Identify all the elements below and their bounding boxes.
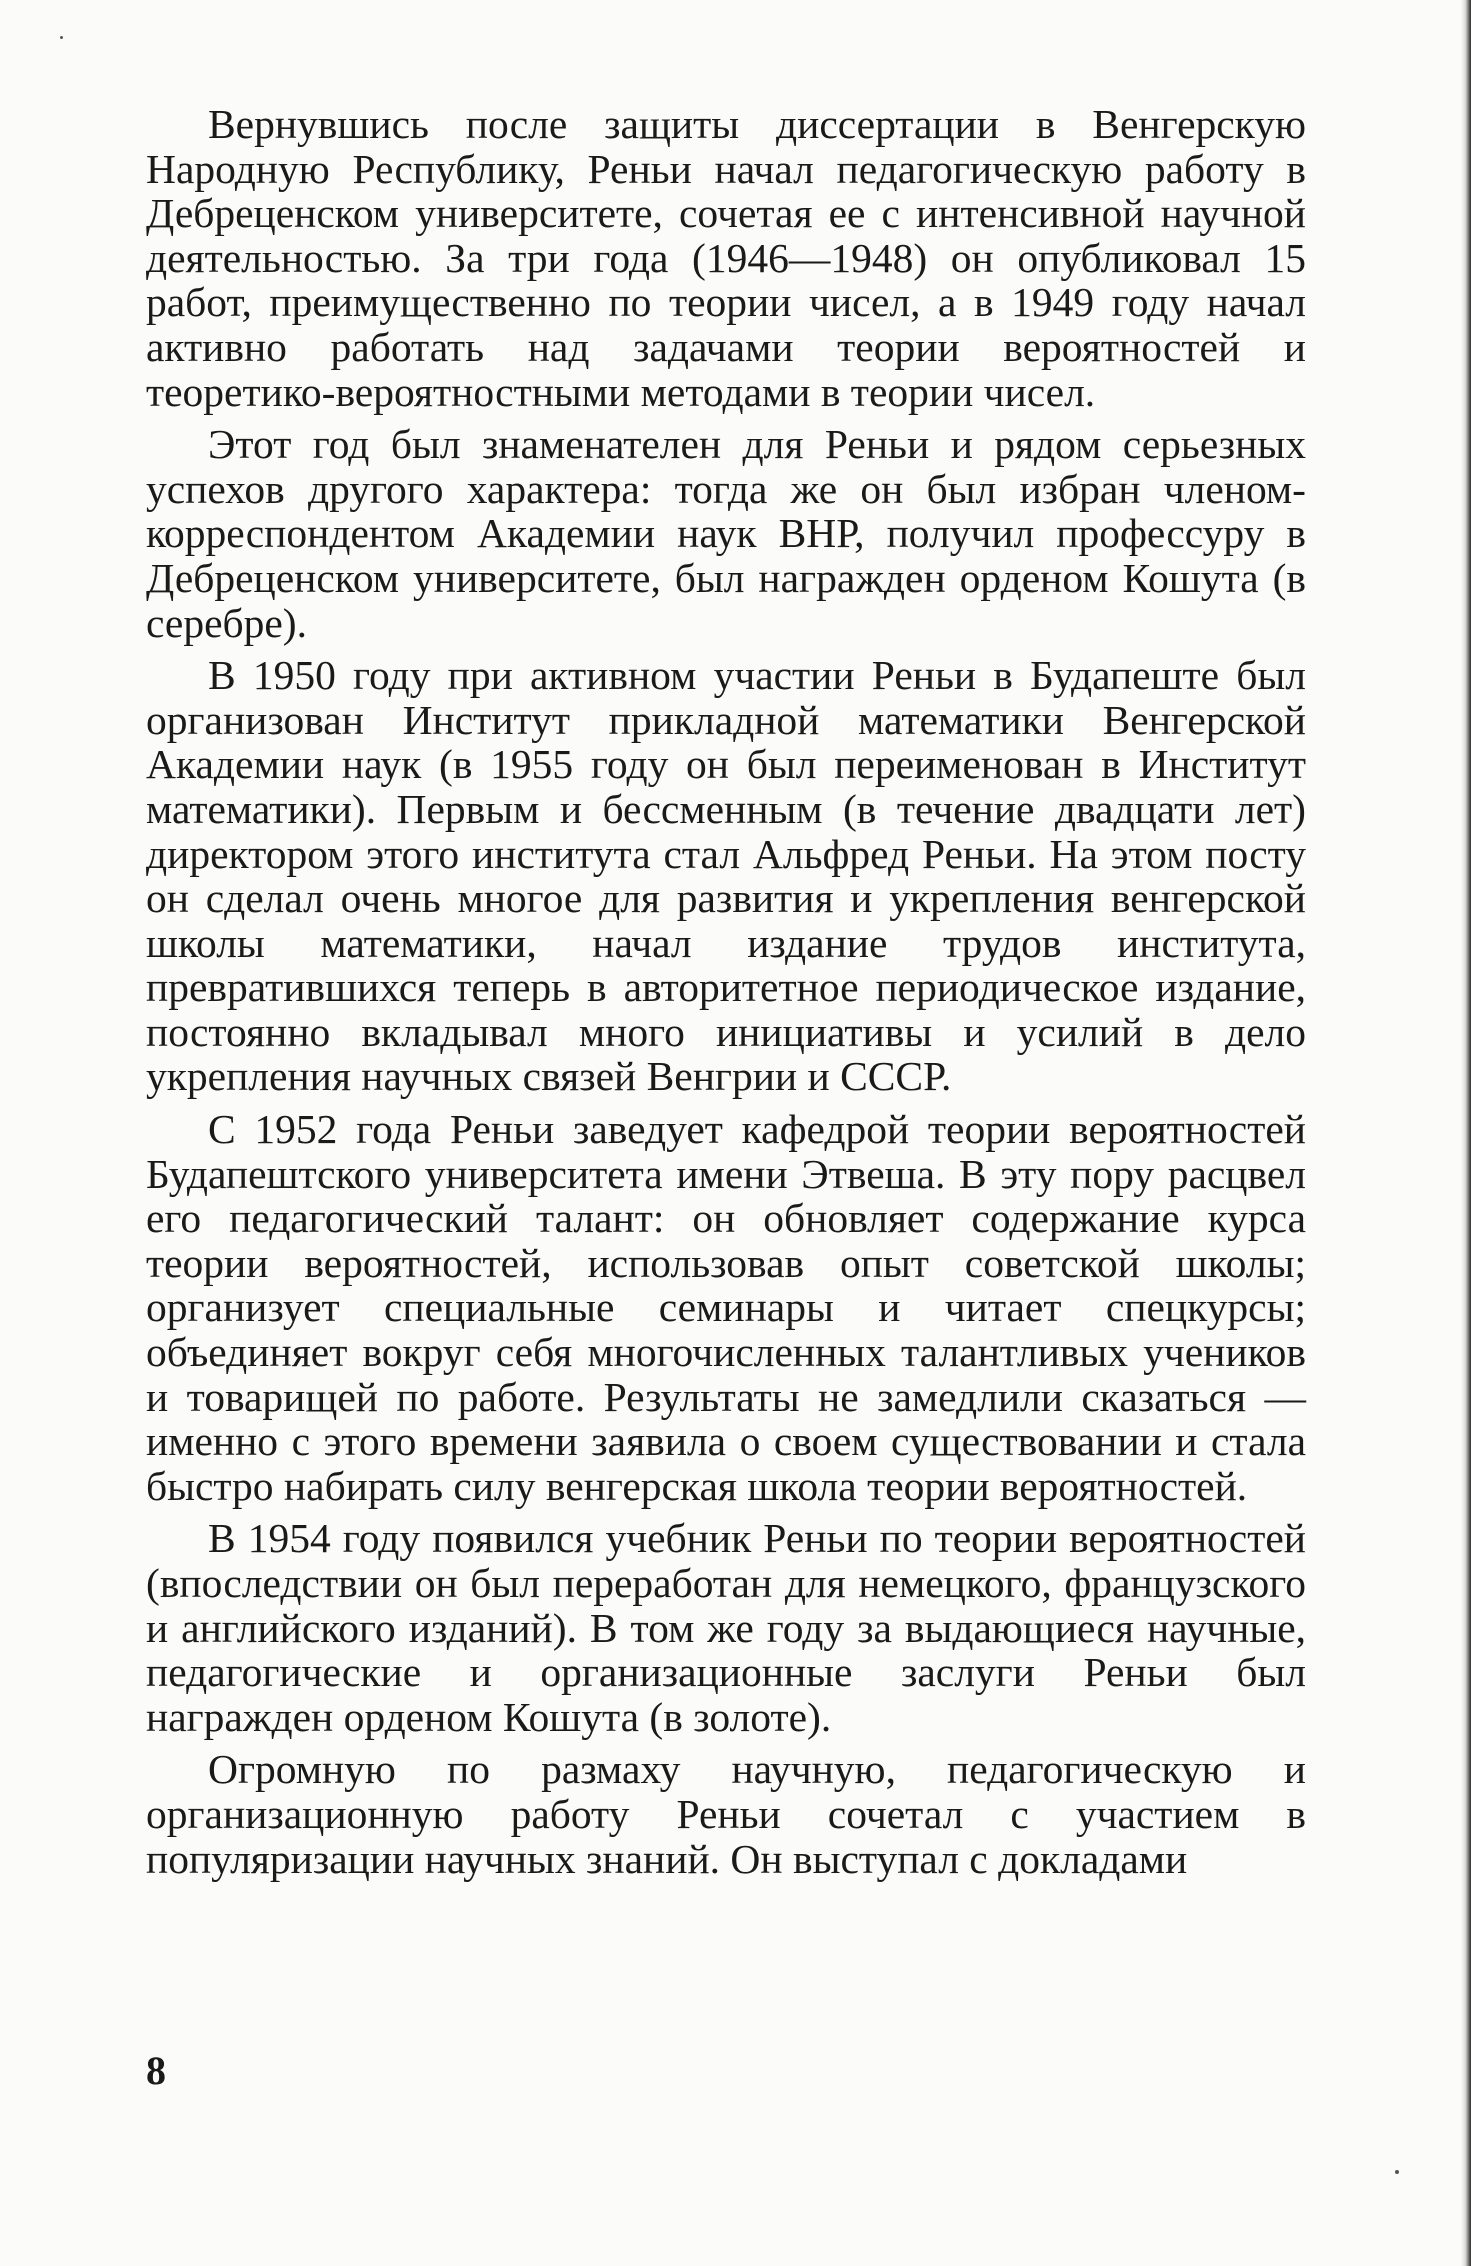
paragraph: В 1954 году появился учебник Реньи по теории вероятностей (впоследствии он был переработан для немецкого, французского и английского изданий). В том же году за выдающиеся научные, педагогические и организационные заслуги Реньи был награжден орденом Кошута (в золоте). — [146, 1515, 1306, 1740]
book-page-text — [146, 102, 1306, 1881]
page-number: 8 — [146, 2048, 166, 2093]
scan-speck — [60, 36, 63, 39]
paragraph: Этот год был знаменателен для Реньи и рядом серьезных успехов другого характера: тогда же он был избран членом-корреспондентом Академии наук ВНР, получил профессуру в Дебреценском университете, был награжден орденом Кошута (в серебре). — [146, 421, 1306, 646]
scan-speck — [1395, 2170, 1399, 2174]
paragraph: В 1950 году при активном участии Реньи в Будапеште был организован Институт прикладной математики Венгерской Академии наук (в 1955 году он был переименован в Институт математики). Первым и бессменным (в течение двадцати лет) директором этого института стал Альфред Реньи. На этом посту он сделал очень многое для развития и укрепления венгерской школы математики, начал издание трудов института, превратившихся теперь в авторитетное периодическое издание, постоянно вкладывал много инициативы и усилий в дело укрепления научных связей Венгрии и СССР. — [146, 652, 1306, 1100]
page-edge-shadow — [1461, 0, 1471, 2266]
paragraph: Огромную по размаху научную, педагогическую и организационную работу Реньи сочетал с участием в популяризации научных знаний. Он выступал с докладами — [146, 1746, 1306, 1882]
paragraph: Вернувшись после защиты диссертации в Венгерскую Народную Республику, Реньи начал педагогическую работу в Дебреценском университете, сочетая ее с интенсивной научной деятельностью. За три года (1946—1948) он опубликовал 15 работ, преимущественно по теории чисел, а в 1949 году начал активно работать над задачами теории вероятностей и теоретико-вероятностными методами в теории чисел. — [146, 101, 1306, 415]
paragraph: С 1952 года Реньи заведует кафедрой теории вероятностей Будапештского университета имени Этвеша. В эту пору расцвел его педагогический талант: он обновляет содержание курса теории вероятностей, использовав опыт советской школы; организует специальные семинары и читает спецкурсы; объединяет вокруг себя многочисленных талантливых учеников и товарищей по работе. Результаты не замедлили сказаться — именно с этого времени заявила о своем существовании и стала быстро набирать силу венгерская школа теории вероятностей. — [146, 1106, 1306, 1509]
